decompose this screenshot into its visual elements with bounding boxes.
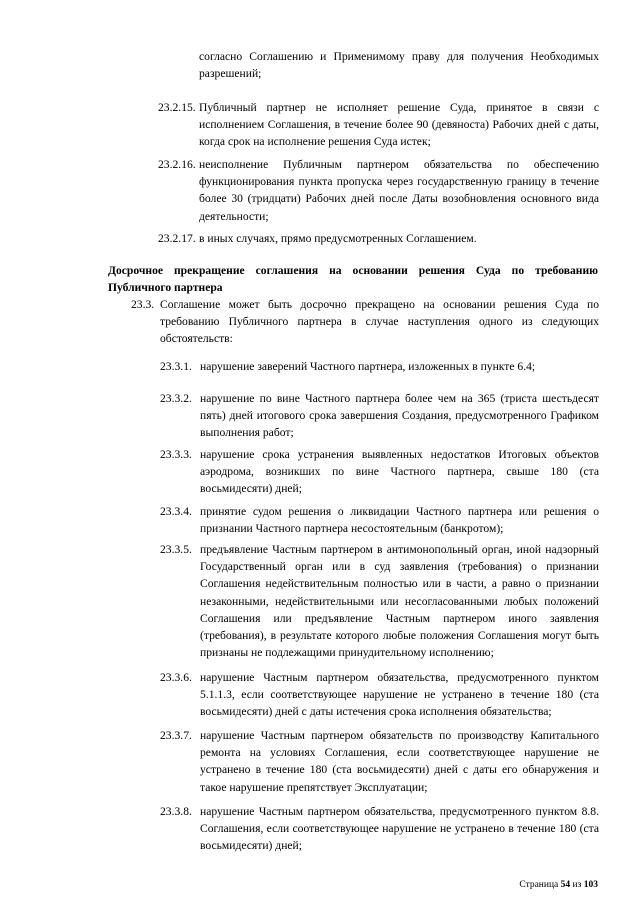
paragraph: принятие судом решения о ликвидации Частного партнера или решения о признании Частного партнера несостоятельным (банкротом);: [200, 505, 599, 536]
paragraph: Публичный партнер не исполняет решение Суда, принятое в связи с исполнением Соглашения, в течение более 90 (девяноста) Рабочих дней с даты, когда срок на исполнение решения Суда истек;: [199, 101, 599, 149]
footer-middle: из: [572, 880, 582, 890]
page-footer: [519, 877, 598, 894]
item-number: 23.3.8.: [160, 805, 192, 818]
item-number: 23.3.5.: [160, 543, 192, 556]
footer-prefix: Страница: [519, 880, 559, 890]
footer-page-number: 54: [560, 880, 571, 890]
clause-text: Соглашение может быть досрочно прекращено на основании решения Суда по требованию Публичного партнера в случае наступления одного из следующих обстоятельств:: [160, 298, 599, 346]
item-number: 23.2.16.: [158, 158, 196, 171]
paragraph: неисполнение Публичным партнером обязательства по обеспечению функционирования пункта пропуска через государственную границу в течение более 30 (тридцати) Рабочих дней после Даты возобновления основного вида деятельности;: [199, 158, 599, 223]
paragraph-continuation: согласно Соглашению и Применимому праву для получения Необходимых разрешений;: [199, 50, 599, 81]
item-number: 23.3.3.: [160, 448, 192, 461]
item-number: 23.3.1.: [160, 360, 192, 373]
paragraph: нарушение Частным партнером обязательства, предусмотренного пунктом 8.8. Соглашения, если соответствующее нарушение не устранено в течение 180 (ста восьмидесяти) дней;: [200, 805, 599, 853]
paragraph: нарушение Частным партнером обязательств по производству Капитального ремонта на условиях Соглашения, если соответствующее нарушение не устранено в течение 180 (ста восьмидесяти) дней с даты его обнаружения и такое нарушение препятствует Эксплуатации;: [200, 729, 599, 794]
paragraph: нарушение по вине Частного партнера более чем на 365 (триста шестьдесят пять) дней итогового срока завершения Создания, предусмотренного Графиком выполнения работ;: [200, 392, 599, 440]
paragraph: нарушение Частным партнером обязательства, предусмотренного пунктом 5.1.1.3, если соответствующее нарушение не устранено в течение 180 (ста восьмидесяти) дней с даты истечения срока исполнения обязательства;: [200, 671, 599, 719]
paragraph: нарушение заверений Частного партнера, изложенных в пункте 6.4;: [200, 360, 536, 373]
item-number: 23.2.15.: [158, 101, 196, 114]
item-number: 23.3.6.: [160, 671, 192, 684]
item-number: 23.3.7.: [160, 729, 192, 742]
clause-number: 23.3.: [131, 298, 155, 311]
section-heading: Досрочное прекращение соглашения на основании решения Суда по требованию Публичного партнера: [108, 264, 598, 295]
paragraph: в иных случаях, прямо предусмотренных Соглашением.: [199, 232, 477, 245]
footer-total-pages: 103: [583, 880, 598, 890]
paragraph: нарушение срока устранения выявленных недостатков Итоговых объектов аэродрома, возникших по вине Частного партнера, свыше 180 (ста восьмидесяти) дней;: [200, 448, 599, 496]
item-number: 23.3.2.: [160, 392, 192, 405]
item-number: 23.2.17.: [158, 232, 196, 245]
item-number: 23.3.4.: [160, 505, 192, 518]
paragraph: предъявление Частным партнером в антимонопольный орган, иной надзорный Государственный орган или в суд заявления (требования) о признании Соглашения недействительным полностью или в части, а равно о признании незаконными, недействительными или несогласованными любых положений Соглашения или предъявление Частным партнером иного заявления (требования), в результате которого любые положения Соглашения могут быть признаны не подлежащими принудительному исполнению;: [200, 543, 599, 660]
